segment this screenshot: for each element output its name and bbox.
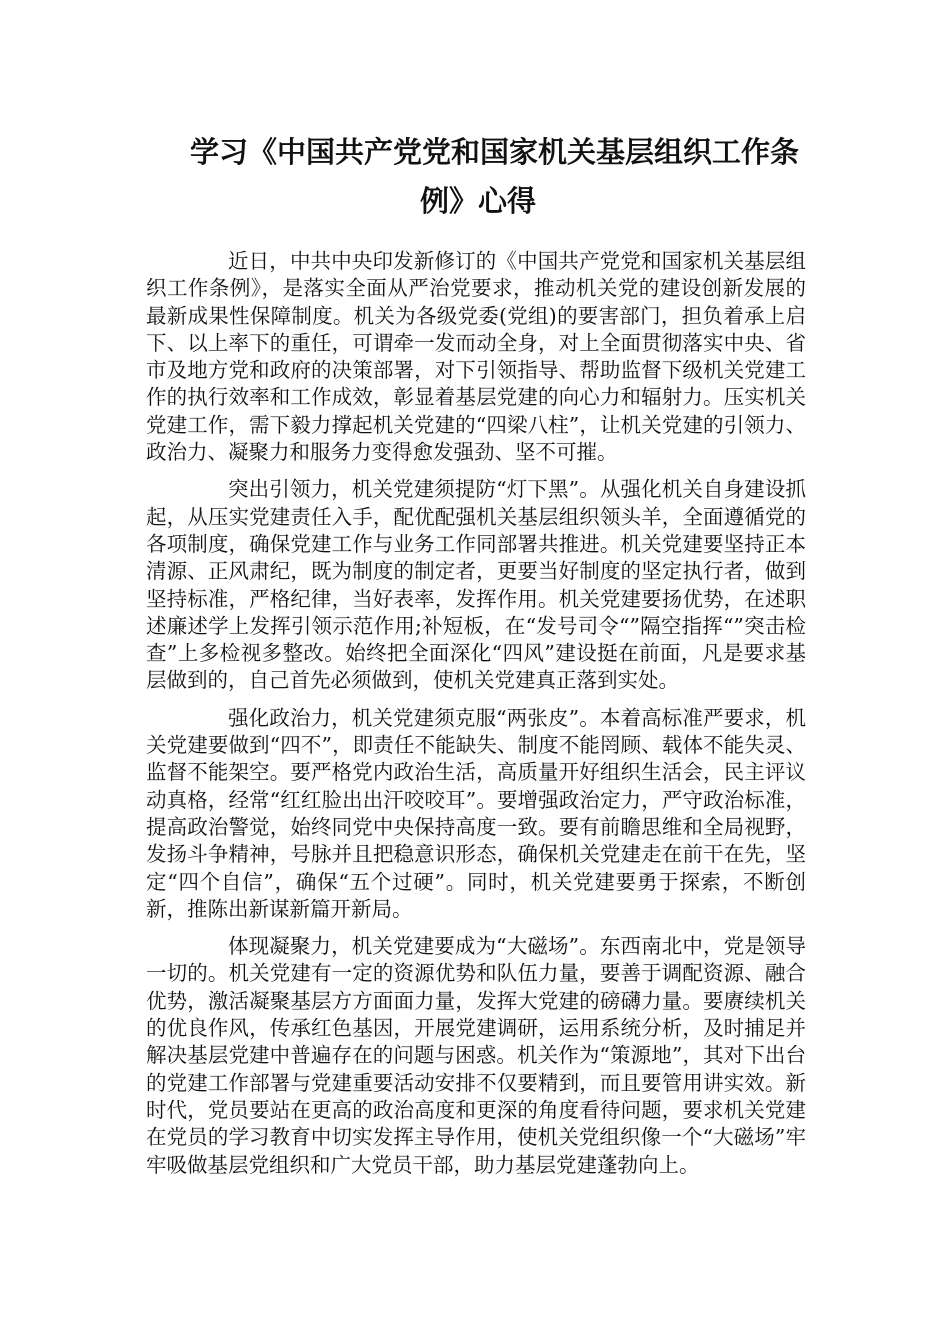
paragraph-leadership: 突出引领力，机关党建须提防“灯下黑”。从强化机关自身建设抓起，从压实党建责任入手，配优配强机关基层组织领头羊，全面遵循党的各项制度，确保党建工作与业务工作同部署共推进。机关党建要坚持正本清源、正风肃纪，既为制度的制定者，更要当好制度的坚定执行者，做到坚持标准，严格纪律，当好表率，发挥作用。机关党建要扬优势，在述职述廉述学上发挥引领示范作用;补短板，在“发号司令“”隔空指挥“”突击检查”上多检视多整改。始终把全面深化“四风”建设挺在前面，凡是要求基层做到的，自己首先必须做到，使机关党建真正落到实处。 bbox=[146, 477, 806, 693]
paragraph-political: 强化政治力，机关党建须克服“两张皮”。本着高标准严要求，机关党建要做到“四不”，即责任不能缺失、制度不能罔顾、载体不能失灵、监督不能架空。要严格党内政治生活，高质量开好组织生活会，民主评议动真格，经常“红红脸出出汗咬咬耳”。要增强政治定力，严守政治标准，提高政治警觉，始终同党中央保持高度一致。要有前瞻思维和全局视野，发扬斗争精神，号脉并且把稳意识形态，确保机关党建走在前干在先，坚定“四个自信”，确保“五个过硬”。同时，机关党建要勇于探索，不断创新，推陈出新谋新篇开新局。 bbox=[146, 705, 806, 921]
document-page bbox=[146, 128, 806, 1189]
title-line-2: 例》心得 bbox=[420, 184, 537, 218]
document-title bbox=[146, 128, 806, 226]
paragraph-cohesion: 体现凝聚力，机关党建要成为“大磁场”。东西南北中，党是领导一切的。机关党建有一定的资源优势和队伍力量，要善于调配资源、融合优势，激活凝聚基层方方面面力量，发挥大党建的磅礴力量。要赓续机关的优良作风，传承红色基因，开展党建调研，运用系统分析，及时捕足并解决基层党建中普遍存在的问题与困惑。机关作为“策源地”，其对下出台的党建工作部署与党建重要活动安排不仅要精到，而且要管用讲实效。新时代，党员要站在更高的政治高度和更深的角度看待问题，要求机关党建在党员的学习教育中切实发挥主导作用，使机关党组织像一个“大磁场”牢牢吸做基层党组织和广大党员干部，助力基层党建蓬勃向上。 bbox=[146, 934, 806, 1177]
title-line-1: 学习《中国共产党党和国家机关基层组织工作条 bbox=[190, 135, 800, 169]
paragraph-intro: 近日，中共中央印发新修订的《中国共产党党和国家机关基层组织工作条例》，是落实全面从严治党要求，推动机关党的建设创新发展的最新成果性保障制度。机关为各级党委(党组)的要害部门，担负着承上启下、以上率下的重任，可谓牵一发而动全身，对上全面贯彻落实中央、省市及地方党和政府的决策部署，对下引领指导、帮助监督下级机关党建工作的执行效率和工作成效，彰显着基层党建的向心力和辐射力。压实机关党建工作，需下毅力撑起机关党建的“四梁八柱”，让机关党建的引领力、政治力、凝聚力和服务力变得愈发强劲、坚不可摧。 bbox=[146, 249, 806, 465]
document-body bbox=[146, 248, 806, 1179]
